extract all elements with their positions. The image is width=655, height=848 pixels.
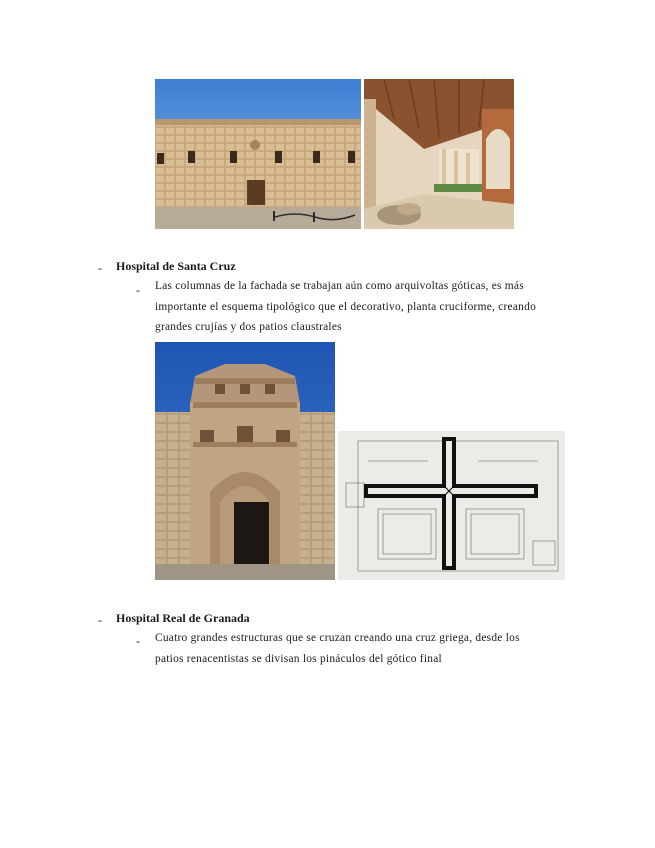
section-bullet: -	[98, 613, 102, 627]
text-line: grandes crujías y dos patios claustrales	[155, 321, 342, 333]
section-bullet: -	[98, 261, 102, 275]
text-line: Cuatro grandes estructuras que se cruzan creando una cruz griega, desde los	[155, 632, 520, 644]
facade-photo	[155, 79, 361, 229]
section-heading-granada: Hospital Real de Granada	[116, 611, 250, 625]
section-heading-santa-cruz: Hospital de Santa Cruz	[116, 259, 236, 273]
paragraph-santa-cruz	[155, 276, 536, 338]
paragraph-granada	[155, 628, 520, 669]
sub-bullet: -	[136, 634, 140, 648]
cloister-photo	[364, 79, 514, 229]
text-line: patios renacentistas se divisan los pináculos del gótico final	[155, 652, 442, 665]
text-line: Las columnas de la fachada se trabajan aún como arquivoltas góticas, es más	[155, 280, 524, 292]
floor-plan-image	[338, 431, 565, 580]
text-line: importante el esquema tipológico que el decorativo, planta cruciforme, creando	[155, 300, 537, 313]
portal-photo	[155, 342, 335, 580]
sub-bullet: -	[136, 283, 140, 297]
